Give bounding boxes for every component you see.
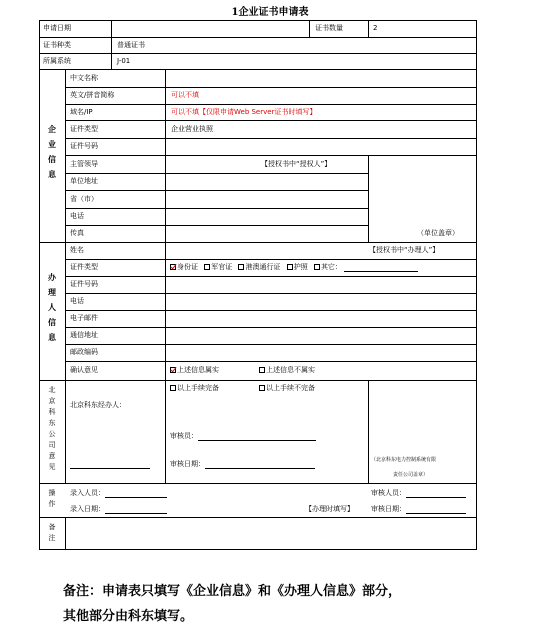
review-date: 审核日期：	[371, 505, 466, 514]
handler-row-label: 证件号码	[70, 280, 98, 288]
checkbox-checked-icon	[170, 264, 176, 270]
id-option-checkbox[interactable]: 身份证	[170, 263, 198, 271]
entry-person-input[interactable]	[105, 497, 167, 498]
handler-row-label: 邮政编码	[70, 348, 98, 356]
id-other-input[interactable]	[344, 271, 418, 272]
footnote-line-2: 其他部分由科东填写。	[63, 609, 194, 624]
opinion-option-incomplete[interactable]: 以上手续不完备	[259, 384, 315, 393]
company-id-type-value[interactable]: 企业营业执照	[171, 125, 213, 133]
handler-id-type-options	[170, 263, 418, 272]
company-row-label: 单位地址	[70, 177, 98, 185]
company-row-label: 中文名称	[70, 74, 98, 82]
company-leader-note: 【授权书中“授权人”】	[261, 160, 332, 168]
review-person-input[interactable]	[406, 497, 466, 498]
handler-name-note: 【授权书中“办理人”】	[369, 246, 440, 254]
company-row-label: 证件号码	[70, 142, 98, 150]
cert-type-value[interactable]: 普通证书	[117, 41, 145, 49]
handler-id-type-label: 证件类型	[70, 263, 98, 271]
entry-person: 录入人员：	[70, 489, 167, 498]
review-person: 审核人员：	[371, 489, 466, 498]
company-domain-value[interactable]: 可以不填【仅限申请Web Server证书时填写】	[171, 108, 317, 116]
form-title: 1企业证书申请表	[231, 7, 309, 18]
confirm-option-true[interactable]: 上述信息属实	[170, 366, 219, 375]
entry-date-input[interactable]	[105, 513, 167, 514]
checkbox-icon	[238, 264, 244, 270]
id-option-checkbox[interactable]: 军官证	[204, 263, 232, 271]
handler-section-label: 办 理 人 信 息	[48, 273, 56, 342]
entry-date: 录入日期：	[70, 505, 167, 514]
checkbox-icon	[314, 264, 320, 270]
opinion-section-label: 北 京 科 东 公 司 意 见	[48, 386, 56, 471]
company-en-name-value[interactable]: 可以不填	[171, 91, 199, 99]
system-value[interactable]: J-01	[117, 57, 131, 65]
company-row-label: 英文/拼音简称	[70, 91, 115, 99]
opinion-stamp-line2: 责任公司盖章）	[393, 472, 429, 478]
company-row-label: 主管领导	[70, 160, 98, 168]
company-row-label: 电话	[70, 212, 84, 220]
company-row-label: 传真	[70, 229, 84, 237]
opinion-handler-label: 北京科东经办人：	[70, 401, 126, 409]
handler-confirm-label: 确认意见	[70, 366, 98, 374]
company-row-label: 证件类型	[70, 125, 98, 133]
remarks-input[interactable]	[67, 519, 475, 548]
cert-count-value[interactable]: 2	[373, 24, 378, 32]
handler-row-label: 电子邮件	[70, 314, 98, 322]
handler-name-label: 姓名	[70, 246, 84, 254]
cert-count-label: 证书数量	[315, 24, 343, 32]
system-label: 所属系统	[43, 57, 71, 65]
review-date-input[interactable]	[205, 468, 315, 469]
id-option-checkbox[interactable]: 护照	[287, 263, 308, 271]
company-row-label: 省（市）	[70, 195, 98, 203]
checkbox-icon	[287, 264, 293, 270]
checkbox-icon	[204, 264, 210, 270]
cert-type-label: 证书种类	[43, 41, 71, 49]
footnote-line-1: 备注：申请表只填写《企业信息》和《办理人信息》部分，	[63, 584, 402, 599]
opinion-option-complete[interactable]: 以上手续完备	[170, 384, 219, 393]
checkbox-checked-icon	[170, 367, 176, 373]
opinion-stamp-line1: （北京科东电力控制系统有限	[371, 457, 437, 463]
company-row-label: 域名/IP	[70, 108, 93, 116]
apply-date-label: 申请日期	[43, 24, 71, 32]
handler-row-label: 通信地址	[70, 331, 98, 339]
opinion-reviewer: 审核员：	[170, 432, 316, 441]
remarks-section-label: 备 注	[48, 523, 56, 542]
opinion-review-date: 审核日期：	[170, 460, 315, 469]
id-option-checkbox[interactable]: 其它：	[314, 263, 342, 271]
confirm-option-false[interactable]: 上述信息不属实	[259, 366, 315, 375]
operation-section-label: 操 作	[48, 489, 56, 508]
company-seal-label: （单位盖章）	[417, 229, 459, 237]
checkbox-icon	[259, 385, 265, 391]
checkbox-icon	[259, 367, 265, 373]
id-option-checkbox[interactable]: 港澳通行证	[238, 263, 280, 271]
reviewer-input[interactable]	[198, 440, 316, 441]
opinion-handler-signature-line[interactable]	[70, 468, 150, 469]
op-review-date-input[interactable]	[406, 513, 466, 514]
company-section-label: 企 业 信 息	[48, 125, 56, 179]
handler-row-label: 电话	[70, 297, 84, 305]
operation-fill-note: 【办理时填写】	[305, 505, 354, 513]
checkbox-icon	[170, 385, 176, 391]
